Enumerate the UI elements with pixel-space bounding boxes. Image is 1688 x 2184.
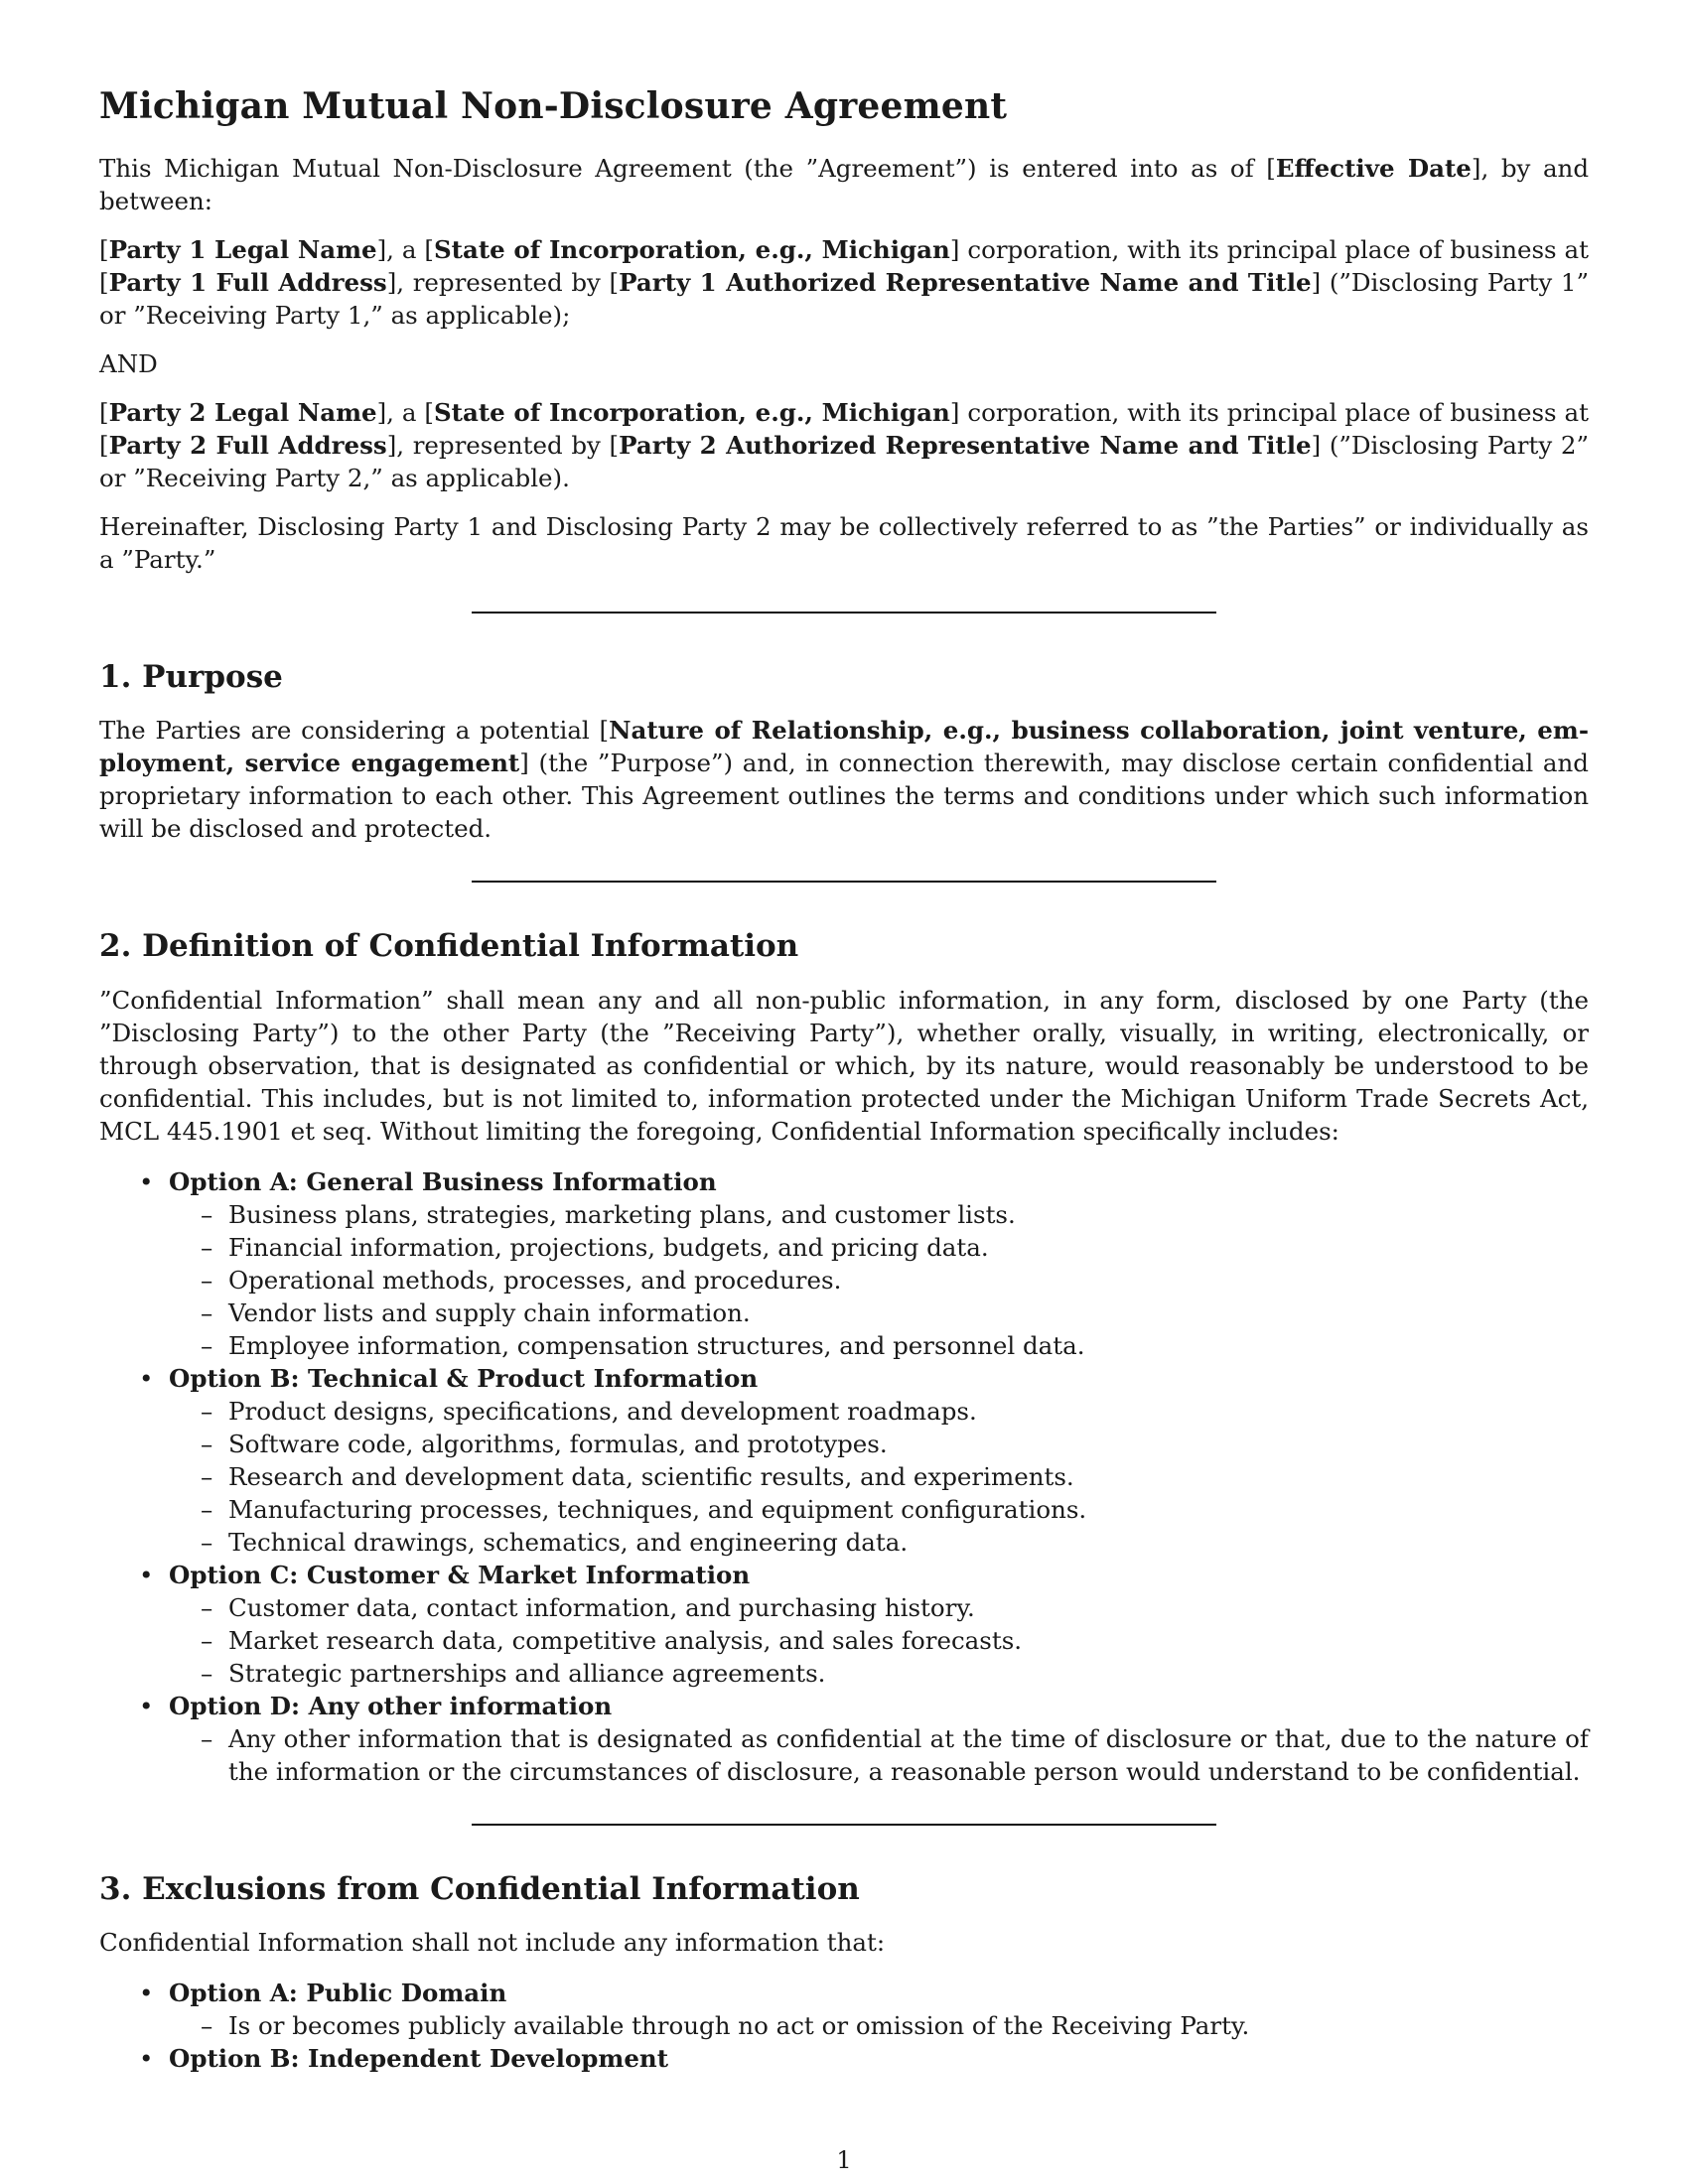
sub-item [169,1591,1589,1624]
section-divider [472,612,1216,614]
sub-item-text: Operational methods, processes, and procedures. [228,1265,842,1295]
dash-icon: – [201,1494,213,1524]
option-sublist [169,1198,1589,1362]
sub-item [169,1460,1589,1493]
dash-icon: – [201,1330,213,1360]
sub-item [169,1297,1589,1329]
sub-item-text: Vendor lists and supply chain information. [228,1297,751,1327]
bracket: [ [99,235,109,265]
intro-paragraph [99,152,1589,217]
sub-item-text: Technical drawings, schematics, and engineering data. [228,1527,909,1557]
sub-item-text: Market research data, competitive analysis, and sales forecasts. [228,1625,1023,1655]
dash-icon: – [201,2010,213,2040]
dash-icon: – [201,1592,213,1622]
sub-item-text: Product designs, specifications, and development roadmaps. [228,1396,977,1426]
option-sublist [169,1395,1589,1559]
section2-heading: 2. Definition of Confidential Information [99,928,799,965]
bullet-icon: • [139,1978,154,2007]
intro-text-end: ], by and between: [99,154,1590,216]
party2-rep-placeholder: Party 2 Authorized Representative Name and Title [619,431,1312,461]
sub-item [169,1329,1589,1362]
exclusions-paragraph: Confidential Information shall not include any information that: [99,1927,886,1957]
dash-icon: – [201,1527,213,1557]
option-sublist [169,1722,1589,1788]
sub-item [169,1231,1589,1264]
party1-paragraph [99,233,1589,332]
effective-date-placeholder: Effective Date [1275,154,1472,184]
option-item [99,1977,1589,2042]
sub-item [169,1428,1589,1460]
party2-paragraph [99,396,1589,494]
bullet-icon: • [139,1691,154,1720]
section3-heading: 3. Exclusions from Confidential Information [99,1870,860,1907]
section-divider [472,1824,1216,1826]
sub-item-text: Manufacturing processes, techniques, and equipment configurations. [228,1494,1087,1524]
party1-state-placeholder: State of Incorporation, e.g., Michigan [433,235,950,265]
dash-icon: – [201,1297,213,1327]
option-label: Option B: Independent Development [169,2043,669,2073]
sub-item [169,1493,1589,1526]
dash-icon: – [201,1461,213,1491]
document-content [99,85,1589,2075]
exclusions-options-list [99,1977,1589,2075]
party1-text: ] corporation, with its principal place of business at [ [99,235,1589,298]
sub-item-text: Research and development data, scientific results, and experiments. [228,1461,1074,1491]
option-sublist [169,2009,1589,2042]
option-label: Option B: Technical & Product Information [169,1363,759,1393]
dash-icon: – [201,1396,213,1426]
sub-item-text: Customer data, contact information, and purchasing history. [228,1592,975,1622]
section1-heading: 1. Purpose [99,659,283,696]
definition-paragraph: ”Confidential Information” shall mean any and all non-public information, in any form, disclosed by one Party (the ”Disclosing Party”) to the other Party (the ”Receiving Party”), whether orally, visually, in writing, electronically, or through observation, that is designated as confidential or which, by its nature, would reasonably be understood to be confidential. This includes, but is not limited to, information protected under the Michigan Uniform Trade Secrets Act, MCL 445.1901 et seq. Without limiting the foregoing, Confidential Information specifically includes: [99,985,1589,1146]
sub-item [169,1395,1589,1428]
party1-address-placeholder: Party 1 Full Address [108,268,387,298]
dash-icon: – [201,1232,213,1262]
dash-icon: – [201,1625,213,1655]
option-item [99,1559,1589,1690]
sub-item [169,1526,1589,1559]
option-label: Option C: Customer & Market Information [169,1560,751,1589]
relationship-placeholder: Nature of Relationship, e.g., business collaboration, joint venture, employment, service engagement [99,716,1589,778]
purpose-text-end: ] (the ”Purpose”) and, in connection therewith, may disclose certain confidential and proprietary information to each other. This Agreement outlines the terms and conditions under which such information will be disclosed and protected. [99,749,1589,844]
hereinafter-paragraph: Hereinafter, Disclosing Party 1 and Disclosing Party 2 may be collectively referred to as ”the Parties” or individually as a ”Party.” [99,512,1589,575]
option-label: Option A: Public Domain [169,1978,507,2007]
sub-item [169,1198,1589,1231]
option-item [99,1165,1589,1362]
sub-item-text: Employee information, compensation structures, and personnel data. [228,1330,1085,1360]
party2-name-placeholder: Party 2 Legal Name [108,398,377,428]
option-label: Option D: Any other information [169,1691,613,1720]
party1-text: ] (”Disclosing Party 1” or ”Receiving Party 1,” as applicable); [99,268,1589,331]
party2-text: ] (”Disclosing Party 2” or ”Receiving Party 2,” as applicable). [99,431,1589,493]
sub-item [169,1657,1589,1690]
sub-item-text: Strategic partnerships and alliance agreements. [228,1658,826,1688]
sub-item-text: Business plans, strategies, marketing plans, and customer lists. [228,1199,1016,1229]
party2-address-placeholder: Party 2 Full Address [108,431,387,461]
party1-text: ], a [ [376,235,434,265]
party2-text: ], a [ [376,398,434,428]
dash-icon: – [201,1265,213,1295]
definition-options-list [99,1165,1589,1788]
sub-item [169,2009,1589,2042]
dash-icon: – [201,1429,213,1458]
option-sublist [169,1591,1589,1690]
dash-icon: – [201,1658,213,1688]
sub-item [169,1722,1589,1788]
option-item [99,1362,1589,1559]
bullet-icon: • [139,1166,154,1196]
intro-text: This Michigan Mutual Non-Disclosure Agreement (the ”Agreement”) is entered into as of [ [99,154,1276,184]
party1-text: ], represented by [ [386,268,620,298]
page-number: 1 [836,2146,852,2174]
dash-icon: – [201,1723,213,1753]
document-title: Michigan Mutual Non-Disclosure Agreement [99,85,1008,127]
bullet-icon: • [139,2043,154,2073]
purpose-text: The Parties are considering a potential [ [99,716,610,746]
dash-icon: – [201,1199,213,1229]
option-label: Option A: General Business Information [169,1166,717,1196]
sub-item [169,1264,1589,1297]
party1-rep-placeholder: Party 1 Authorized Representative Name and Title [619,268,1312,298]
bracket: [ [99,398,109,428]
and-separator: AND [99,349,158,379]
sub-item-text: Any other information that is designated as confidential at the time of disclosure or that, due to the nature of the information or the circumstances of disclosure, a reasonable person would understand to be confidential. [228,1723,1589,1786]
sub-item-text: Is or becomes publicly available through no act or omission of the Receiving Party. [228,2010,1250,2040]
party2-text: ] corporation, with its principal place of business at [ [99,398,1589,461]
section-divider [472,881,1216,883]
sub-item-text: Financial information, projections, budgets, and pricing data. [228,1232,989,1262]
sub-item [169,1624,1589,1657]
sub-item-text: Software code, algorithms, formulas, and prototypes. [228,1429,888,1458]
purpose-paragraph [99,714,1589,845]
party1-name-placeholder: Party 1 Legal Name [108,235,377,265]
bullet-icon: • [139,1560,154,1589]
party2-text: ], represented by [ [386,431,620,461]
party2-state-placeholder: State of Incorporation, e.g., Michigan [433,398,950,428]
option-item [99,2042,1589,2075]
option-item [99,1690,1589,1788]
bullet-icon: • [139,1363,154,1393]
